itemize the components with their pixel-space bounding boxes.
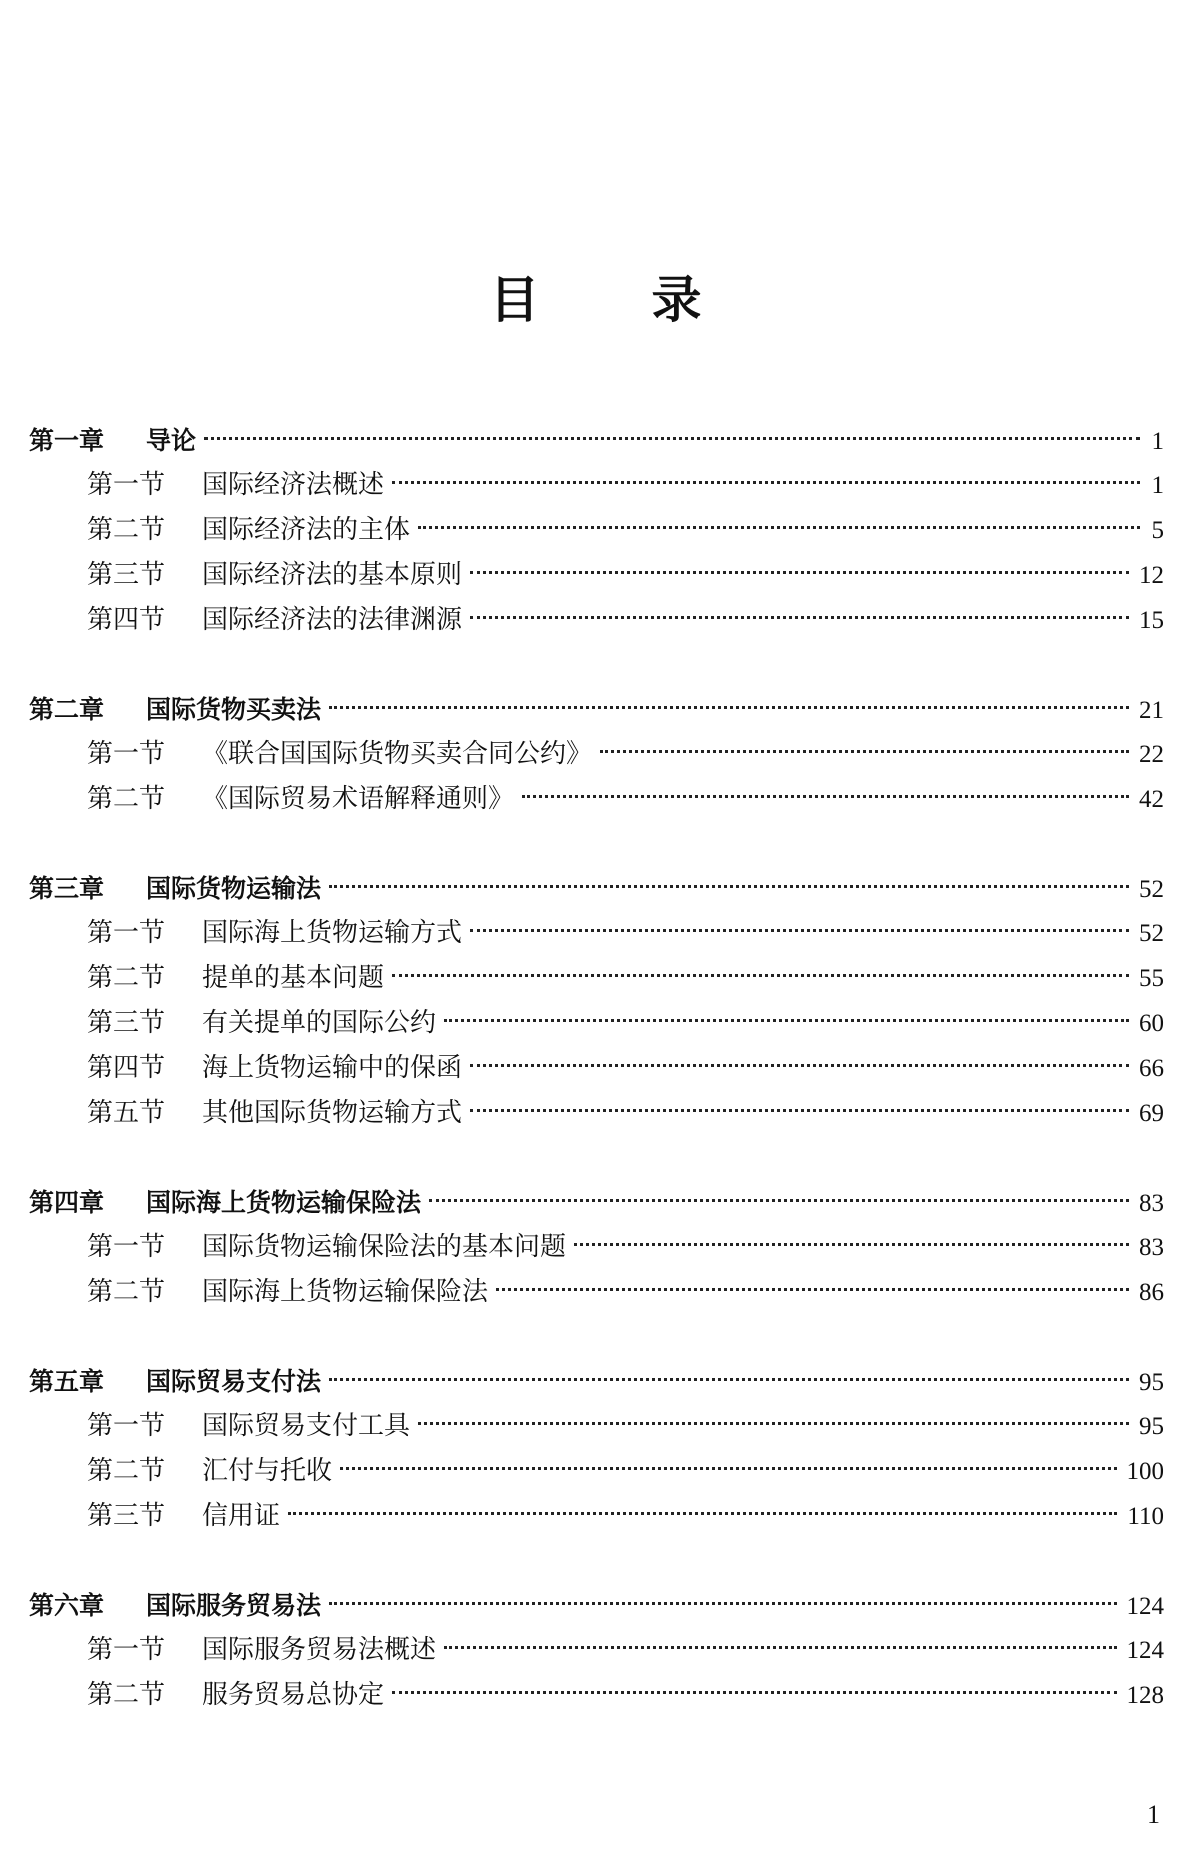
- chapter-title: 国际货物买卖法: [146, 695, 322, 724]
- page-number: 1: [1147, 1800, 1160, 1829]
- dot-leader: [392, 974, 1129, 977]
- toc-section-entry[interactable]: [29, 1628, 1164, 1673]
- chapter-page-number: 52: [1139, 876, 1164, 903]
- toc-section-entry[interactable]: [29, 1270, 1164, 1315]
- toc-title-char: 录: [651, 271, 702, 329]
- section-page-number: 55: [1139, 965, 1164, 992]
- section-number: 第二节: [87, 1680, 166, 1710]
- section-page-number: 1: [1151, 472, 1164, 499]
- toc-section-entry[interactable]: [29, 1091, 1164, 1136]
- dot-leader: [470, 616, 1129, 619]
- section-number: 第四节: [87, 1053, 166, 1083]
- dot-leader: [418, 526, 1140, 529]
- section-title: 有关提单的国际公约: [202, 1008, 437, 1038]
- toc-section-entry[interactable]: [29, 911, 1164, 956]
- toc-chapter-entry[interactable]: [29, 1583, 1164, 1628]
- dot-leader: [496, 1288, 1129, 1291]
- toc-section-entry[interactable]: [29, 553, 1164, 598]
- chapter-page-number: 95: [1139, 1369, 1164, 1396]
- section-number: 第三节: [87, 560, 166, 590]
- toc-chapter-entry[interactable]: [29, 1180, 1164, 1225]
- section-page-number: 69: [1139, 1100, 1164, 1127]
- section-page-number: 52: [1139, 920, 1164, 947]
- section-title: 《联合国国际货物买卖合同公约》: [202, 739, 593, 769]
- section-page-number: 60: [1139, 1010, 1164, 1037]
- section-number: 第一节: [87, 1232, 166, 1262]
- toc-section-entry[interactable]: [29, 463, 1164, 508]
- section-title: 《国际贸易术语解释通则》: [202, 784, 515, 814]
- toc-chapter: [29, 687, 1164, 822]
- chapter-number: 第六章: [29, 1591, 105, 1620]
- toc-section-entry[interactable]: [29, 1001, 1164, 1046]
- section-number: 第一节: [87, 1635, 166, 1665]
- section-title: 汇付与托收: [202, 1456, 333, 1486]
- section-title: 国际经济法的基本原则: [202, 560, 463, 590]
- dot-leader: [329, 1378, 1129, 1381]
- toc-section-entry[interactable]: [29, 1494, 1164, 1539]
- section-number: 第一节: [87, 739, 166, 769]
- chapter-page-number: 1: [1151, 428, 1164, 455]
- toc-chapter-entry[interactable]: [29, 687, 1164, 732]
- toc-section-entry[interactable]: [29, 1449, 1164, 1494]
- dot-leader: [522, 795, 1129, 798]
- chapter-title: 国际货物运输法: [146, 874, 322, 903]
- toc-section-entry[interactable]: [29, 1404, 1164, 1449]
- toc-chapter: [29, 866, 1164, 1136]
- toc-chapter-entry[interactable]: [29, 1359, 1164, 1404]
- section-title: 国际服务贸易法概述: [202, 1635, 437, 1665]
- toc-section-entry[interactable]: [29, 1046, 1164, 1091]
- toc-chapter: [29, 418, 1164, 643]
- chapter-title: 国际贸易支付法: [146, 1367, 322, 1396]
- dot-leader: [429, 1199, 1129, 1202]
- dot-leader: [329, 706, 1129, 709]
- section-number: 第二节: [87, 1456, 166, 1486]
- dot-leader: [329, 1602, 1116, 1605]
- section-number: 第一节: [87, 470, 166, 500]
- section-title: 服务贸易总协定: [202, 1680, 385, 1710]
- section-title: 国际经济法概述: [202, 470, 385, 500]
- dot-leader: [392, 1691, 1116, 1694]
- section-title: 国际贸易支付工具: [202, 1411, 411, 1441]
- dot-leader: [470, 1064, 1129, 1067]
- toc-section-entry[interactable]: [29, 732, 1164, 777]
- section-number: 第四节: [87, 605, 166, 635]
- toc-title: [0, 270, 1191, 330]
- section-title: 国际经济法的法律渊源: [202, 605, 463, 635]
- section-page-number: 66: [1139, 1055, 1164, 1082]
- section-page-number: 42: [1139, 786, 1164, 813]
- section-number: 第五节: [87, 1098, 166, 1128]
- section-page-number: 83: [1139, 1234, 1164, 1261]
- dot-leader: [340, 1467, 1116, 1470]
- toc-section-entry[interactable]: [29, 508, 1164, 553]
- chapter-number: 第三章: [29, 874, 105, 903]
- toc-chapter: [29, 1359, 1164, 1539]
- dot-leader: [418, 1422, 1129, 1425]
- toc-section-entry[interactable]: [29, 1225, 1164, 1270]
- section-page-number: 110: [1127, 1503, 1164, 1530]
- toc-chapter: [29, 1583, 1164, 1718]
- dot-leader: [600, 750, 1129, 753]
- section-number: 第二节: [87, 515, 166, 545]
- toc-chapter-entry[interactable]: [29, 866, 1164, 911]
- section-page-number: 86: [1139, 1279, 1164, 1306]
- section-page-number: 15: [1139, 607, 1164, 634]
- section-page-number: 22: [1139, 741, 1164, 768]
- dot-leader: [204, 437, 1140, 440]
- table-of-contents: [29, 418, 1164, 1762]
- toc-chapter: [29, 1180, 1164, 1315]
- chapter-number: 第一章: [29, 426, 105, 455]
- toc-section-entry[interactable]: [29, 598, 1164, 643]
- toc-section-entry[interactable]: [29, 777, 1164, 822]
- chapter-number: 第五章: [29, 1367, 105, 1396]
- dot-leader: [392, 481, 1140, 484]
- section-number: 第二节: [87, 784, 166, 814]
- chapter-title: 导论: [146, 426, 197, 455]
- toc-section-entry[interactable]: [29, 956, 1164, 1001]
- dot-leader: [444, 1646, 1116, 1649]
- chapter-page-number: 124: [1126, 1593, 1164, 1620]
- section-number: 第一节: [87, 1411, 166, 1441]
- section-title: 国际货物运输保险法的基本问题: [202, 1232, 567, 1262]
- section-page-number: 100: [1126, 1458, 1164, 1485]
- toc-title-char: 目: [489, 271, 540, 329]
- chapter-page-number: 83: [1139, 1190, 1164, 1217]
- dot-leader: [470, 571, 1129, 574]
- section-number: 第一节: [87, 918, 166, 948]
- toc-chapter-entry[interactable]: [29, 418, 1164, 463]
- section-title: 提单的基本问题: [202, 963, 385, 993]
- section-page-number: 124: [1126, 1637, 1164, 1664]
- chapter-number: 第二章: [29, 695, 105, 724]
- chapter-number: 第四章: [29, 1188, 105, 1217]
- dot-leader: [470, 929, 1129, 932]
- dot-leader: [288, 1512, 1117, 1515]
- section-number: 第二节: [87, 963, 166, 993]
- chapter-page-number: 21: [1139, 697, 1164, 724]
- section-title: 信用证: [202, 1501, 281, 1531]
- section-page-number: 5: [1151, 517, 1164, 544]
- section-title: 其他国际货物运输方式: [202, 1098, 463, 1128]
- chapter-title: 国际服务贸易法: [146, 1591, 322, 1620]
- section-title: 国际经济法的主体: [202, 515, 411, 545]
- dot-leader: [574, 1243, 1129, 1246]
- section-title: 海上货物运输中的保函: [202, 1053, 463, 1083]
- toc-section-entry[interactable]: [29, 1673, 1164, 1718]
- section-page-number: 95: [1139, 1413, 1164, 1440]
- section-number: 第二节: [87, 1277, 166, 1307]
- section-number: 第三节: [87, 1501, 166, 1531]
- dot-leader: [329, 885, 1129, 888]
- dot-leader: [470, 1109, 1129, 1112]
- section-number: 第三节: [87, 1008, 166, 1038]
- section-title: 国际海上货物运输保险法: [202, 1277, 489, 1307]
- section-page-number: 128: [1126, 1682, 1164, 1709]
- dot-leader: [444, 1019, 1129, 1022]
- section-title: 国际海上货物运输方式: [202, 918, 463, 948]
- section-page-number: 12: [1139, 562, 1164, 589]
- chapter-title: 国际海上货物运输保险法: [146, 1188, 422, 1217]
